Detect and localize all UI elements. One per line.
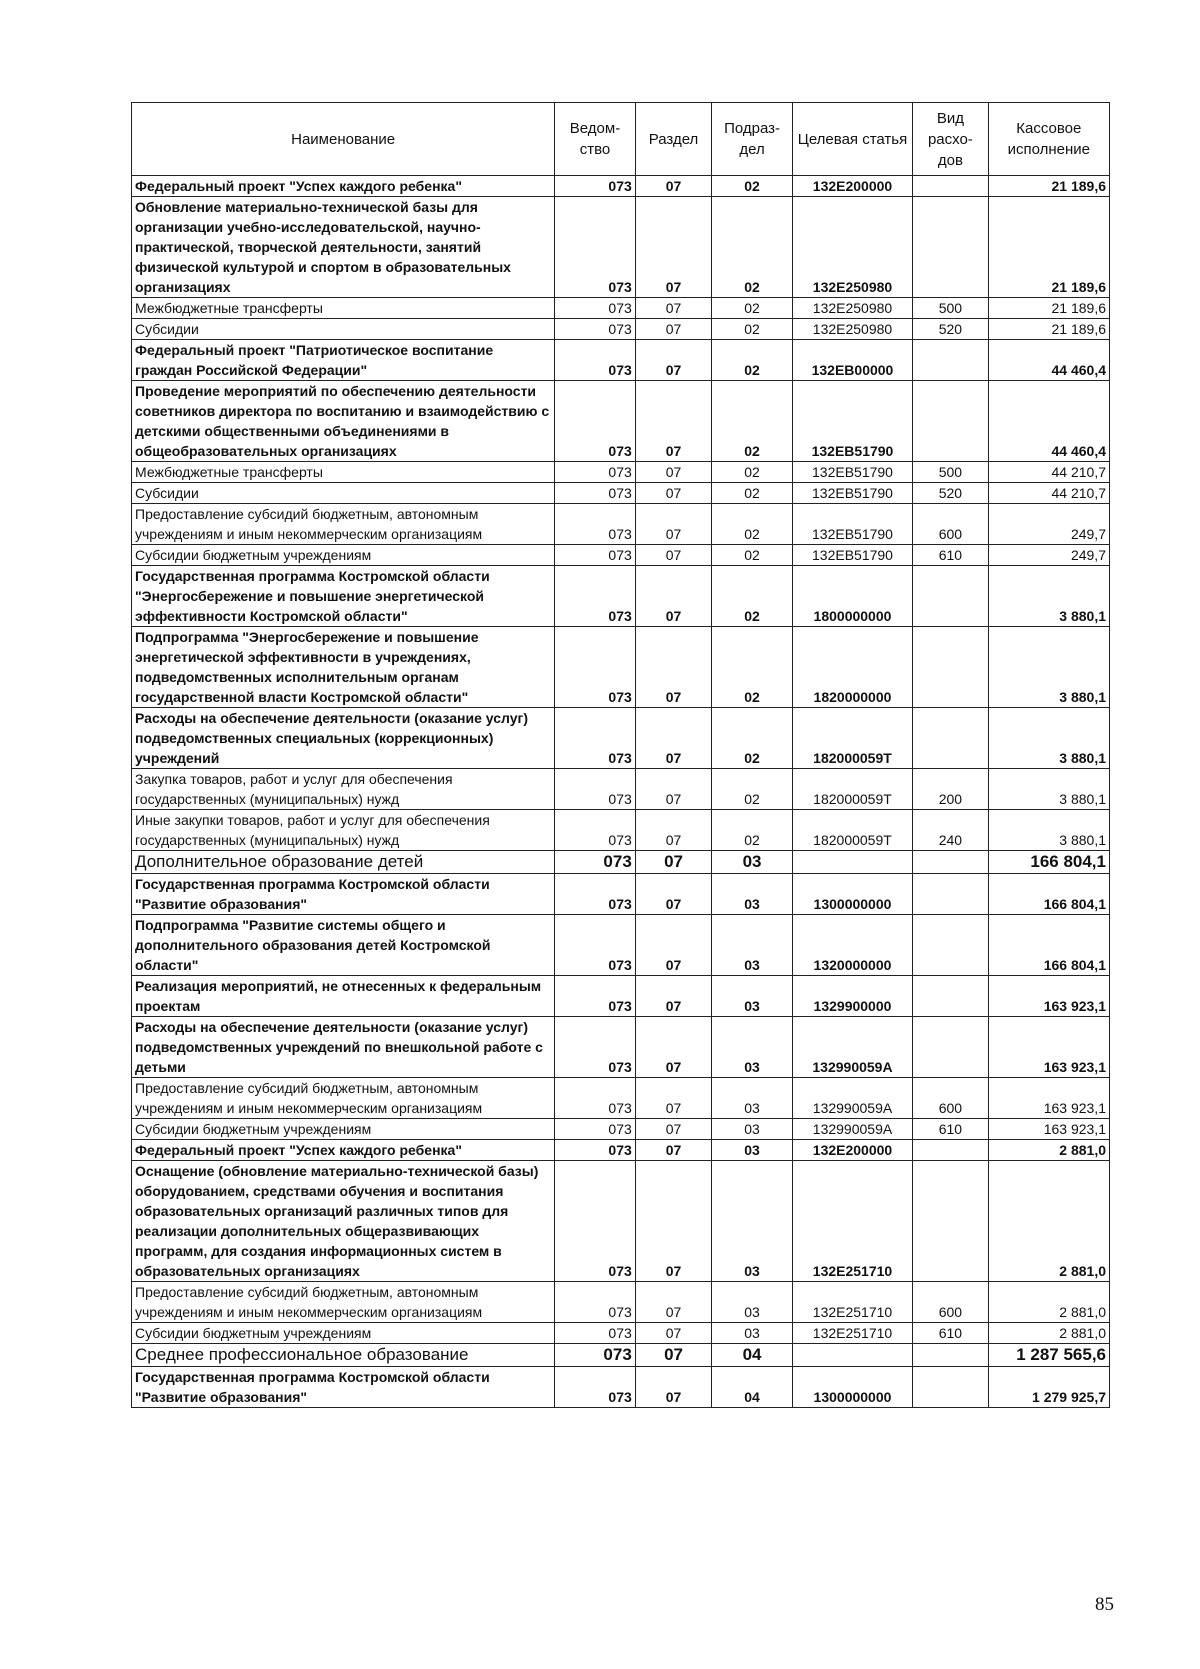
- cell-dept: 073: [555, 319, 636, 340]
- cell-section: 07: [635, 176, 711, 197]
- cell-amount: 1 279 925,7: [988, 1367, 1109, 1408]
- cell-exptype: 610: [913, 1119, 988, 1140]
- cell-section: 07: [635, 566, 711, 627]
- cell-target: 132E200000: [792, 1140, 912, 1161]
- cell-name: Государственная программа Костромской области "Развитие образования": [132, 874, 555, 915]
- cell-target: 132E250980: [792, 197, 912, 298]
- cell-amount: 163 923,1: [988, 976, 1109, 1017]
- cell-section: 07: [635, 462, 711, 483]
- cell-name: Подпрограмма "Развитие системы общего и дополнительного образования детей Костромской области": [132, 915, 555, 976]
- cell-amount: 44 210,7: [988, 483, 1109, 504]
- cell-amount: 163 923,1: [988, 1119, 1109, 1140]
- table-row: [132, 769, 1110, 810]
- cell-subsection: 04: [712, 1367, 793, 1408]
- cell-section: 07: [635, 915, 711, 976]
- header-exptype: Вид расхо-дов: [913, 103, 988, 176]
- section-row: [132, 1344, 1110, 1367]
- table-row: [132, 1161, 1110, 1282]
- cell-amount: 3 880,1: [988, 627, 1109, 708]
- cell-dept: 073: [555, 1017, 636, 1078]
- cell-target: 1820000000: [792, 627, 912, 708]
- cell-name: Субсидии бюджетным учреждениям: [132, 1119, 555, 1140]
- cell-exptype: [913, 176, 988, 197]
- cell-section: 07: [635, 1161, 711, 1282]
- cell-name: Межбюджетные трансферты: [132, 462, 555, 483]
- table-row: [132, 1017, 1110, 1078]
- cell-section: 07: [635, 545, 711, 566]
- cell-target: 182000059Т: [792, 810, 912, 851]
- table-row: [132, 319, 1110, 340]
- cell-section: 07: [635, 976, 711, 1017]
- cell-subsection: 03: [712, 976, 793, 1017]
- cell-name: Расходы на обеспечение деятельности (оказание услуг) подведомственных специальных (коррекционных) учреждений: [132, 708, 555, 769]
- cell-dept: 073: [555, 810, 636, 851]
- cell-target: 132EB51790: [792, 545, 912, 566]
- section-row: [132, 851, 1110, 874]
- table-row: [132, 976, 1110, 1017]
- cell-target: 132E251710: [792, 1282, 912, 1323]
- cell-exptype: [913, 708, 988, 769]
- cell-dept: 073: [555, 1140, 636, 1161]
- cell-name: Федеральный проект "Успех каждого ребенка": [132, 1140, 555, 1161]
- cell-name: Расходы на обеспечение деятельности (оказание услуг) подведомственных учреждений по внешкольной работе с детьми: [132, 1017, 555, 1078]
- cell-amount: 166 804,1: [988, 851, 1109, 874]
- cell-amount: 163 923,1: [988, 1017, 1109, 1078]
- cell-target: 1329900000: [792, 976, 912, 1017]
- cell-exptype: 520: [913, 319, 988, 340]
- header-dept: Ведом-ство: [555, 103, 636, 176]
- cell-name: Закупка товаров, работ и услуг для обеспечения государственных (муниципальных) нужд: [132, 769, 555, 810]
- cell-dept: 073: [555, 1344, 636, 1367]
- cell-exptype: [913, 1344, 988, 1367]
- cell-amount: 2 881,0: [988, 1282, 1109, 1323]
- cell-subsection: 03: [712, 1119, 793, 1140]
- cell-section: 07: [635, 1140, 711, 1161]
- cell-dept: 073: [555, 197, 636, 298]
- cell-target: 132E251710: [792, 1323, 912, 1344]
- cell-target: 1300000000: [792, 874, 912, 915]
- cell-dept: 073: [555, 1323, 636, 1344]
- cell-dept: 073: [555, 976, 636, 1017]
- cell-subsection: 04: [712, 1344, 793, 1367]
- cell-name: Подпрограмма "Энергосбережение и повышение энергетической эффективности в учреждениях, подведомственных исполнительным органам государственной власти Костромской области": [132, 627, 555, 708]
- cell-dept: 073: [555, 340, 636, 381]
- cell-dept: 073: [555, 1367, 636, 1408]
- cell-exptype: [913, 1161, 988, 1282]
- cell-name: Субсидии бюджетным учреждениям: [132, 545, 555, 566]
- cell-name: Предоставление субсидий бюджетным, автономным учреждениям и иным некоммерческим организациям: [132, 1282, 555, 1323]
- table-row: [132, 197, 1110, 298]
- cell-amount: 163 923,1: [988, 1078, 1109, 1119]
- table-row: [132, 1119, 1110, 1140]
- cell-subsection: 02: [712, 769, 793, 810]
- cell-exptype: [913, 1140, 988, 1161]
- cell-name: Субсидии бюджетным учреждениям: [132, 1323, 555, 1344]
- cell-dept: 073: [555, 769, 636, 810]
- cell-section: 07: [635, 810, 711, 851]
- cell-amount: 21 189,6: [988, 319, 1109, 340]
- cell-amount: 44 210,7: [988, 462, 1109, 483]
- cell-subsection: 02: [712, 627, 793, 708]
- cell-dept: 073: [555, 483, 636, 504]
- cell-subsection: 02: [712, 545, 793, 566]
- cell-target: 132E251710: [792, 1161, 912, 1282]
- cell-name: Дополнительное образование детей: [132, 851, 555, 874]
- cell-target: 182000059Т: [792, 769, 912, 810]
- cell-exptype: [913, 915, 988, 976]
- cell-name: Государственная программа Костромской области "Энергосбережение и повышение энергетической эффективности Костромской области": [132, 566, 555, 627]
- table-row: [132, 1367, 1110, 1408]
- cell-section: 07: [635, 851, 711, 874]
- header-row: [132, 103, 1110, 176]
- cell-target: 132990059А: [792, 1017, 912, 1078]
- cell-dept: 073: [555, 851, 636, 874]
- cell-target: 132EB51790: [792, 483, 912, 504]
- table-row: [132, 298, 1110, 319]
- cell-target: 132990059А: [792, 1078, 912, 1119]
- table-row: [132, 340, 1110, 381]
- cell-target: 132E250980: [792, 319, 912, 340]
- cell-target: 132990059А: [792, 1119, 912, 1140]
- cell-target: 132EB00000: [792, 340, 912, 381]
- cell-exptype: [913, 874, 988, 915]
- cell-subsection: 03: [712, 851, 793, 874]
- cell-exptype: [913, 340, 988, 381]
- cell-amount: 3 880,1: [988, 769, 1109, 810]
- cell-subsection: 03: [712, 1078, 793, 1119]
- cell-name: Субсидии: [132, 483, 555, 504]
- cell-exptype: 600: [913, 1078, 988, 1119]
- cell-target: 132EB51790: [792, 462, 912, 483]
- cell-subsection: 02: [712, 462, 793, 483]
- cell-subsection: 02: [712, 176, 793, 197]
- cell-amount: 21 189,6: [988, 176, 1109, 197]
- table-row: [132, 381, 1110, 462]
- cell-exptype: 200: [913, 769, 988, 810]
- cell-dept: 073: [555, 1119, 636, 1140]
- cell-section: 07: [635, 319, 711, 340]
- cell-dept: 073: [555, 462, 636, 483]
- page-number: 85: [1095, 1594, 1114, 1615]
- cell-dept: 073: [555, 176, 636, 197]
- cell-section: 07: [635, 381, 711, 462]
- cell-exptype: 600: [913, 504, 988, 545]
- cell-section: 07: [635, 627, 711, 708]
- cell-amount: 2 881,0: [988, 1161, 1109, 1282]
- cell-exptype: 520: [913, 483, 988, 504]
- cell-target: 1300000000: [792, 1367, 912, 1408]
- header-subsection: Подраз-дел: [712, 103, 793, 176]
- cell-name: Оснащение (обновление материально-технической базы) оборудованием, средствами обучения и воспитания образовательных организаций различных типов для реализации дополнительных общеразвивающих программ, для создания информационных систем в образовательных организациях: [132, 1161, 555, 1282]
- cell-name: Предоставление субсидий бюджетным, автономным учреждениям и иным некоммерческим организациям: [132, 504, 555, 545]
- cell-subsection: 03: [712, 915, 793, 976]
- cell-amount: 21 189,6: [988, 298, 1109, 319]
- cell-subsection: 02: [712, 197, 793, 298]
- cell-exptype: [913, 851, 988, 874]
- cell-section: 07: [635, 197, 711, 298]
- cell-dept: 073: [555, 1078, 636, 1119]
- cell-exptype: [913, 566, 988, 627]
- cell-exptype: [913, 627, 988, 708]
- table-row: [132, 483, 1110, 504]
- cell-dept: 073: [555, 381, 636, 462]
- cell-section: 07: [635, 769, 711, 810]
- cell-dept: 073: [555, 708, 636, 769]
- cell-subsection: 02: [712, 340, 793, 381]
- cell-name: Федеральный проект "Успех каждого ребенка": [132, 176, 555, 197]
- cell-target: [792, 1344, 912, 1367]
- cell-exptype: 500: [913, 462, 988, 483]
- cell-subsection: 02: [712, 483, 793, 504]
- cell-section: 07: [635, 708, 711, 769]
- cell-dept: 073: [555, 298, 636, 319]
- cell-section: 07: [635, 874, 711, 915]
- cell-exptype: 610: [913, 1323, 988, 1344]
- cell-name: Субсидии: [132, 319, 555, 340]
- header-target: Целевая статья: [792, 103, 912, 176]
- cell-amount: 3 880,1: [988, 810, 1109, 851]
- cell-section: 07: [635, 298, 711, 319]
- cell-name: Среднее профессиональное образование: [132, 1344, 555, 1367]
- cell-name: Иные закупки товаров, работ и услуг для обеспечения государственных (муниципальных) нужд: [132, 810, 555, 851]
- cell-amount: 166 804,1: [988, 874, 1109, 915]
- table-row: [132, 176, 1110, 197]
- cell-subsection: 03: [712, 1323, 793, 1344]
- cell-amount: 44 460,4: [988, 340, 1109, 381]
- cell-target: 132E200000: [792, 176, 912, 197]
- cell-section: 07: [635, 1367, 711, 1408]
- cell-subsection: 02: [712, 298, 793, 319]
- cell-subsection: 02: [712, 566, 793, 627]
- cell-amount: 249,7: [988, 545, 1109, 566]
- cell-name: Проведение мероприятий по обеспечению деятельности советников директора по воспитанию и взаимодействию с детскими общественными объединениями в общеобразовательных организациях: [132, 381, 555, 462]
- cell-target: 1800000000: [792, 566, 912, 627]
- cell-subsection: 02: [712, 708, 793, 769]
- cell-exptype: 500: [913, 298, 988, 319]
- cell-amount: 249,7: [988, 504, 1109, 545]
- table-row: [132, 1282, 1110, 1323]
- cell-name: Межбюджетные трансферты: [132, 298, 555, 319]
- cell-target: 132E250980: [792, 298, 912, 319]
- cell-subsection: 02: [712, 810, 793, 851]
- cell-name: Государственная программа Костромской области "Развитие образования": [132, 1367, 555, 1408]
- cell-exptype: 610: [913, 545, 988, 566]
- cell-subsection: 03: [712, 1140, 793, 1161]
- cell-amount: 44 460,4: [988, 381, 1109, 462]
- cell-subsection: 02: [712, 319, 793, 340]
- cell-amount: 1 287 565,6: [988, 1344, 1109, 1367]
- cell-amount: 3 880,1: [988, 708, 1109, 769]
- cell-dept: 073: [555, 1282, 636, 1323]
- cell-target: 132EB51790: [792, 504, 912, 545]
- cell-amount: 2 881,0: [988, 1140, 1109, 1161]
- cell-amount: 3 880,1: [988, 566, 1109, 627]
- table-row: [132, 874, 1110, 915]
- table-row: [132, 915, 1110, 976]
- cell-subsection: 03: [712, 1161, 793, 1282]
- cell-section: 07: [635, 1017, 711, 1078]
- cell-amount: 21 189,6: [988, 197, 1109, 298]
- header-section: Раздел: [635, 103, 711, 176]
- cell-dept: 073: [555, 627, 636, 708]
- budget-table: [131, 102, 1110, 1408]
- cell-exptype: 600: [913, 1282, 988, 1323]
- cell-name: Реализация мероприятий, не отнесенных к федеральным проектам: [132, 976, 555, 1017]
- cell-dept: 073: [555, 874, 636, 915]
- cell-exptype: [913, 976, 988, 1017]
- cell-target: 132EB51790: [792, 381, 912, 462]
- cell-subsection: 03: [712, 1017, 793, 1078]
- cell-dept: 073: [555, 504, 636, 545]
- table-row: [132, 1140, 1110, 1161]
- cell-dept: 073: [555, 566, 636, 627]
- table-row: [132, 1323, 1110, 1344]
- table-row: [132, 566, 1110, 627]
- table-row: [132, 810, 1110, 851]
- header-name: Наименование: [132, 103, 555, 176]
- cell-name: Федеральный проект "Патриотическое воспитание граждан Российской Федерации": [132, 340, 555, 381]
- cell-dept: 073: [555, 1161, 636, 1282]
- cell-name: Предоставление субсидий бюджетным, автономным учреждениям и иным некоммерческим организациям: [132, 1078, 555, 1119]
- table-row: [132, 1078, 1110, 1119]
- cell-amount: 166 804,1: [988, 915, 1109, 976]
- cell-section: 07: [635, 1344, 711, 1367]
- table-row: [132, 708, 1110, 769]
- cell-amount: 2 881,0: [988, 1323, 1109, 1344]
- cell-exptype: [913, 381, 988, 462]
- cell-section: 07: [635, 1078, 711, 1119]
- cell-name: Обновление материально-технической базы для организации учебно-исследовательской, научно-практической, творческой деятельности, занятий физической культурой и спортом в образовательных организациях: [132, 197, 555, 298]
- cell-section: 07: [635, 1323, 711, 1344]
- table-row: [132, 627, 1110, 708]
- cell-subsection: 02: [712, 504, 793, 545]
- cell-section: 07: [635, 340, 711, 381]
- cell-dept: 073: [555, 915, 636, 976]
- cell-exptype: [913, 1367, 988, 1408]
- cell-subsection: 03: [712, 874, 793, 915]
- cell-section: 07: [635, 483, 711, 504]
- cell-section: 07: [635, 504, 711, 545]
- cell-dept: 073: [555, 545, 636, 566]
- cell-section: 07: [635, 1119, 711, 1140]
- cell-target: [792, 851, 912, 874]
- table-row: [132, 462, 1110, 483]
- cell-target: 182000059Т: [792, 708, 912, 769]
- table-row: [132, 504, 1110, 545]
- header-amount: Кассовое исполнение: [988, 103, 1109, 176]
- cell-subsection: 03: [712, 1282, 793, 1323]
- table-row: [132, 545, 1110, 566]
- cell-exptype: [913, 197, 988, 298]
- cell-exptype: 240: [913, 810, 988, 851]
- cell-subsection: 02: [712, 381, 793, 462]
- budget-sheet: [131, 102, 1110, 1408]
- cell-exptype: [913, 1017, 988, 1078]
- cell-target: 1320000000: [792, 915, 912, 976]
- cell-section: 07: [635, 1282, 711, 1323]
